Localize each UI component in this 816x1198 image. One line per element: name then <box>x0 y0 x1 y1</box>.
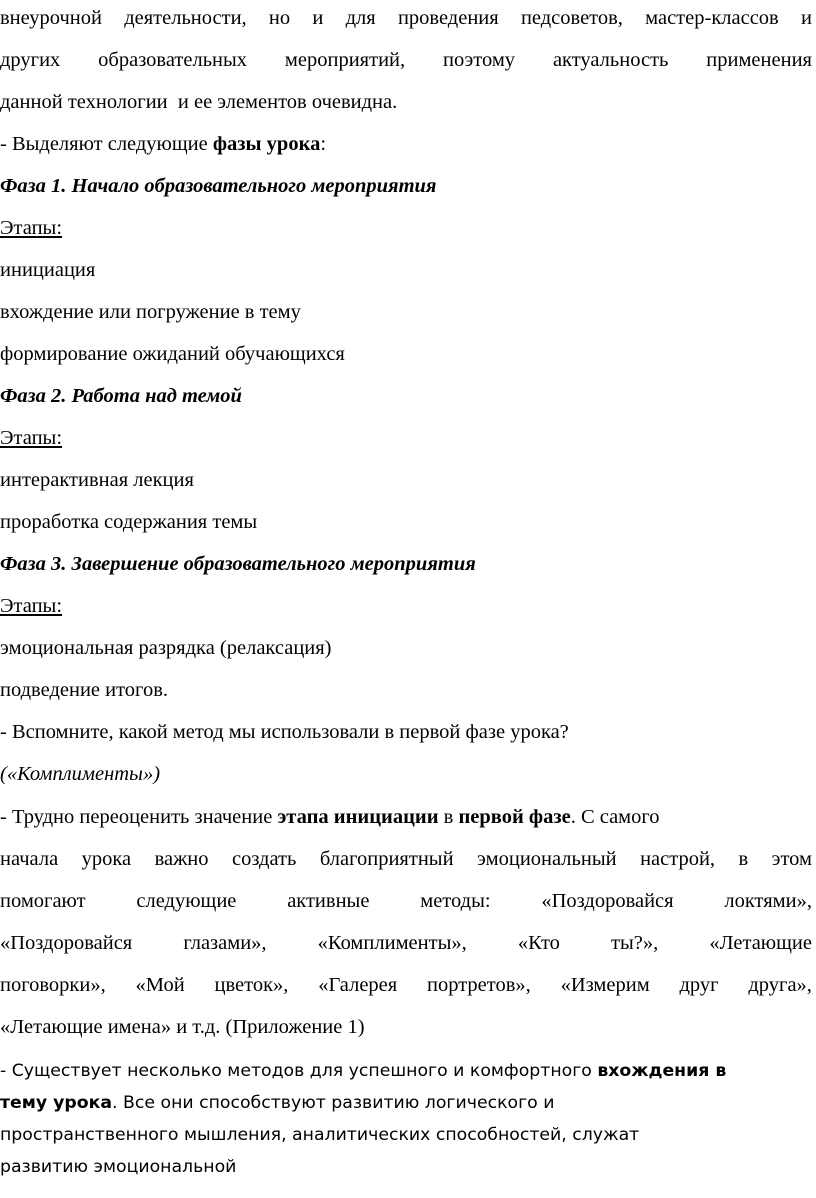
phase-1-title: Фаза 1. Начало образовательного мероприятия <box>0 175 437 197</box>
intro-colon: : <box>320 133 327 155</box>
text-run: - Существует несколько методов для успешного и комфортного <box>0 1061 598 1081</box>
word: этом <box>771 848 812 870</box>
word: деятельности, <box>124 7 247 29</box>
stage-item: проработка содержания темы <box>0 511 258 533</box>
word: поэтому <box>443 49 516 71</box>
word: цветок», <box>214 974 289 996</box>
stages-label: Этапы: <box>0 217 63 239</box>
word: но <box>268 7 291 29</box>
phase-3-stages-label <box>0 593 812 619</box>
word: применения <box>706 49 812 71</box>
word: «Летающие <box>709 932 812 954</box>
word: «Комплименты», <box>317 932 467 954</box>
word: проведения <box>397 7 499 29</box>
word: «Поздоровайся <box>0 932 133 954</box>
word: портретов», <box>427 974 531 996</box>
word: активные <box>287 890 370 912</box>
word: благоприятный <box>319 848 454 870</box>
word: урока <box>81 848 132 870</box>
text-run: . С самого <box>570 806 660 828</box>
paragraph-line <box>0 804 812 830</box>
paragraph-line <box>0 930 812 956</box>
word: мероприятий, <box>284 49 406 71</box>
word: друг <box>679 974 719 996</box>
text-run: в <box>438 806 459 828</box>
lesson-topic-term: тему урока <box>0 1093 113 1113</box>
word: «Измерим <box>560 974 650 996</box>
initiation-stage-term: этапа инициации <box>277 806 439 828</box>
line-segment <box>0 804 660 830</box>
stage-item: эмоциональная разрядка (релаксация) <box>0 637 332 659</box>
word: и <box>312 7 324 29</box>
entry-term: вхождения в <box>597 1061 727 1081</box>
word: глазами», <box>183 932 267 954</box>
word: локтями», <box>724 890 812 912</box>
stage-item: интерактивная лекция <box>0 469 194 491</box>
stage-item: подведение итогов. <box>0 679 169 701</box>
first-phase-term: первой фазе <box>458 806 571 828</box>
phase-2-stages-label <box>0 425 812 451</box>
word: педсоветов, <box>520 7 623 29</box>
text-run: . Все они способствуют развитию логического и <box>112 1093 555 1113</box>
word: помогают <box>0 890 86 912</box>
paragraph-line <box>0 47 812 73</box>
word: других <box>0 49 61 71</box>
word: эмоциональный <box>477 848 617 870</box>
stages-label: Этапы: <box>0 595 63 617</box>
question-answer: («Комплименты») <box>0 763 161 785</box>
word: начала <box>0 848 59 870</box>
paragraph-line <box>0 1090 812 1116</box>
word: методы: <box>420 890 491 912</box>
paragraph-line: данной технологии и ее элементов очевидна. <box>0 91 398 113</box>
word: мастер-классов <box>645 7 779 29</box>
paragraph-line <box>0 5 812 31</box>
phase-2-title: Фаза 2. Работа над темой <box>0 385 242 407</box>
phase-1-stages-label <box>0 215 812 241</box>
intro-text: - Выделяют следующие <box>0 133 213 155</box>
word: в <box>738 848 749 870</box>
word: важно <box>154 848 209 870</box>
word: для <box>345 7 376 29</box>
stage-item: инициация <box>0 259 96 281</box>
word: внеурочной <box>0 7 102 29</box>
stages-label: Этапы: <box>0 427 63 449</box>
word: ты?», <box>611 932 659 954</box>
question-text: - Вспомните, какой метод мы использовали в первой фазе урока? <box>0 721 569 743</box>
paragraph-line <box>0 1058 812 1084</box>
phase-3-title: Фаза 3. Завершение образовательного мероприятия <box>0 553 476 575</box>
word: образовательных <box>98 49 248 71</box>
word: поговорки», <box>0 974 106 996</box>
paragraph-line <box>0 972 812 998</box>
word: «Галерея <box>318 974 398 996</box>
word: «Мой <box>135 974 185 996</box>
text-run: - Трудно переоценить значение <box>0 806 278 828</box>
paragraph-line: «Летающие имена» и т.д. (Приложение 1) <box>0 1016 365 1038</box>
word: «Поздоровайся <box>541 890 674 912</box>
paragraph-line <box>0 888 812 914</box>
phases-term: фазы урока <box>212 133 321 155</box>
phases-intro <box>0 131 812 157</box>
paragraph-line <box>0 846 812 872</box>
word: «Кто <box>517 932 560 954</box>
stage-item: вхождение или погружение в тему <box>0 301 301 323</box>
paragraph-line: развитию эмоциональной <box>0 1157 237 1177</box>
paragraph-line: пространственного мышления, аналитических способностей, служат <box>0 1125 640 1145</box>
word: следующие <box>136 890 237 912</box>
word: настрой, <box>640 848 716 870</box>
word: и <box>800 7 812 29</box>
word: друга», <box>748 974 812 996</box>
word: создать <box>231 848 297 870</box>
word: актуальность <box>552 49 669 71</box>
stage-item: формирование ожиданий обучающихся <box>0 343 345 365</box>
